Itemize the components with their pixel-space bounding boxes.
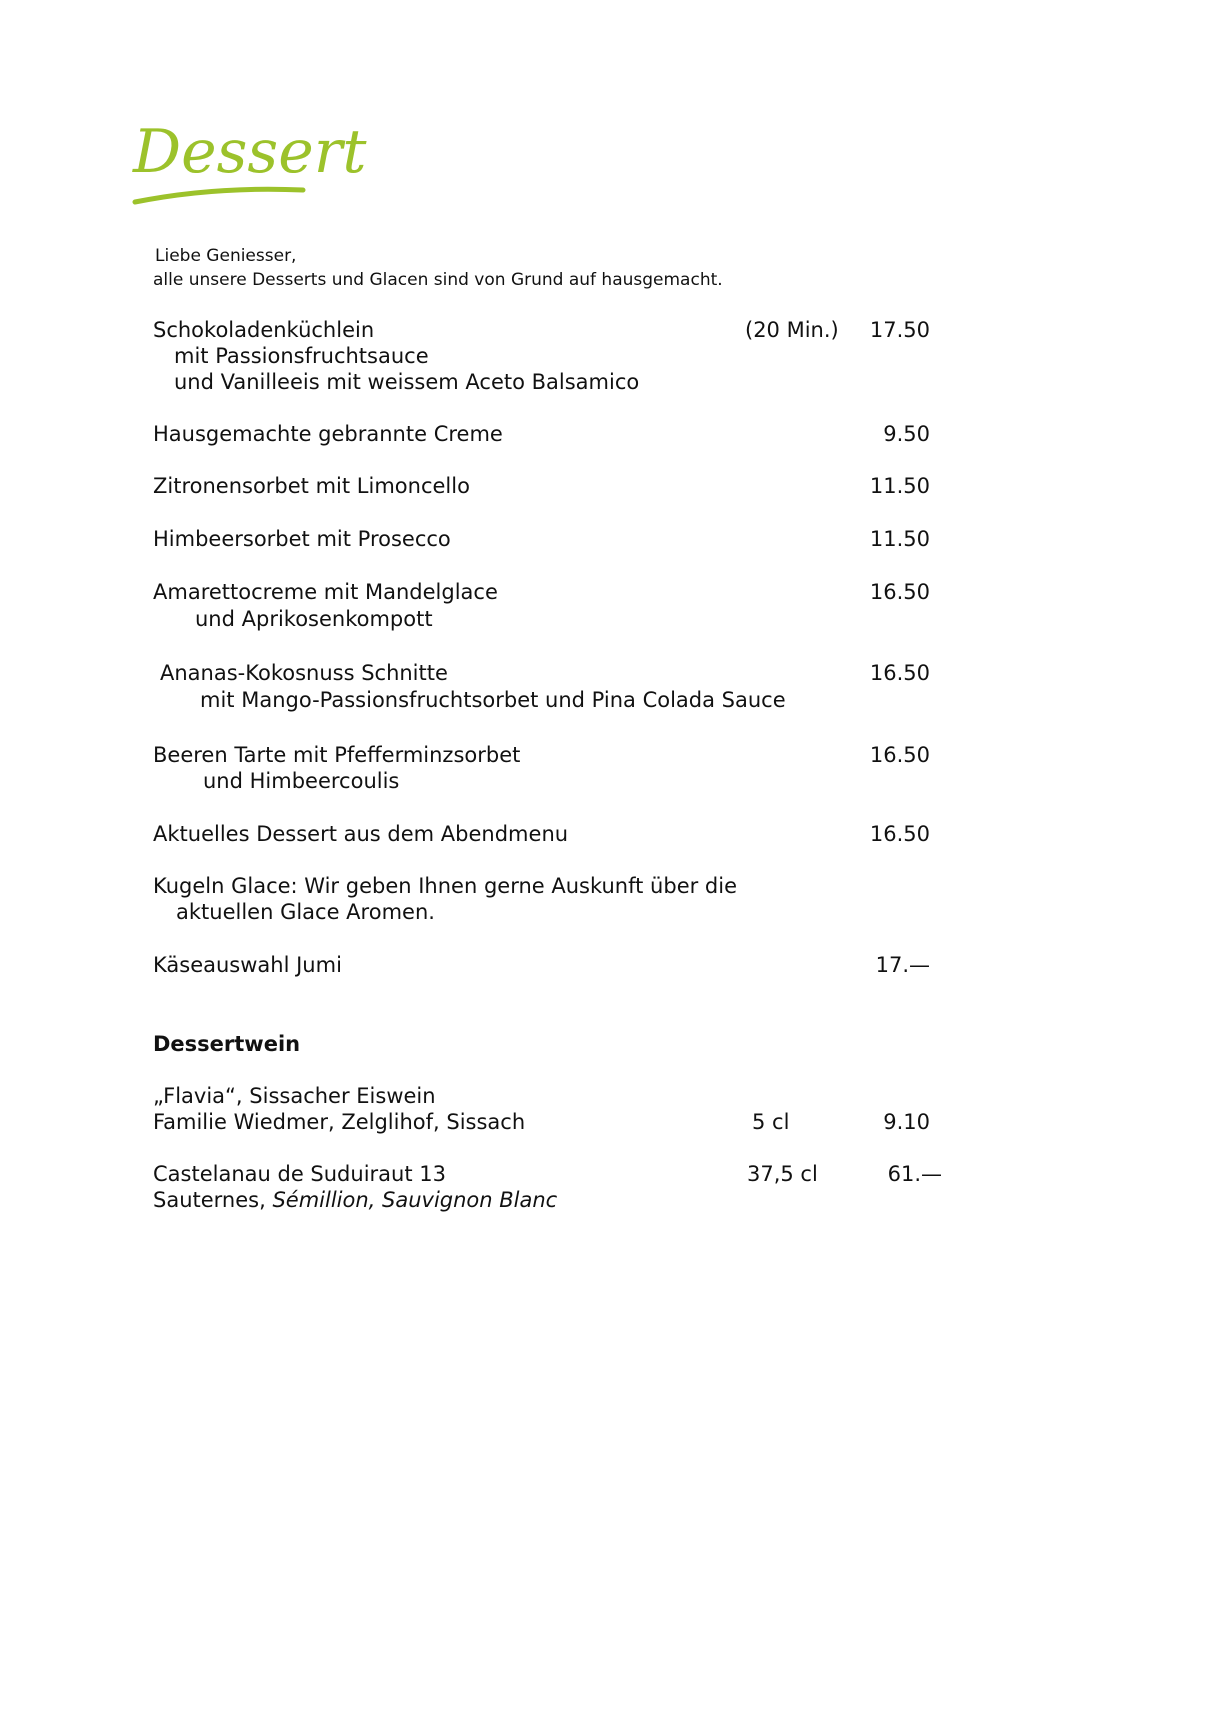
item-name: Schokoladenküchlein: [153, 318, 375, 342]
wine-grapes: Sémillion, Sauvignon Blanc: [272, 1188, 558, 1212]
item-name: Beeren Tarte mit Pfefferminzsorbet: [153, 743, 521, 767]
item-name: Kugeln Glace: Wir geben Ihnen gerne Auskunft über die: [153, 874, 738, 898]
item-desc: und Vanilleeis mit weissem Aceto Balsamico: [174, 370, 640, 394]
item-name: Zitronensorbet mit Limoncello: [153, 474, 470, 498]
item-price: 9.50: [883, 422, 930, 446]
item-name: Ananas-Kokosnuss Schnitte: [160, 661, 448, 685]
item-name: Aktuelles Dessert aus dem Abendmenu: [153, 822, 569, 846]
section-title-dessertwein: Dessertwein: [153, 1032, 301, 1056]
item-price: 16.50: [869, 822, 930, 846]
logo-swoosh: [135, 189, 303, 202]
item-desc: und Himbeercoulis: [203, 769, 400, 793]
item-desc: aktuellen Glace Aromen.: [176, 900, 435, 924]
item-desc: mit Passionsfruchtsauce: [174, 344, 429, 368]
item-name: Hausgemachte gebrannte Creme: [153, 422, 503, 446]
logo-text: Dessert: [133, 117, 367, 187]
wine-name: „Flavia“, Sissacher Eiswein: [153, 1084, 436, 1108]
item-name: Käseauswahl Jumi: [153, 953, 342, 977]
intro-greeting: Liebe Geniesser,: [155, 246, 297, 266]
item-price: 17.50: [869, 318, 930, 342]
wine-origin: Sauternes,: [153, 1188, 266, 1212]
item-note: (20 Min.): [745, 318, 839, 342]
wine-producer: Familie Wiedmer, Zelglihof, Sissach: [153, 1110, 526, 1134]
item-price: 11.50: [869, 474, 930, 498]
intro-text: alle unsere Desserts und Glacen sind von Grund auf hausgemacht.: [153, 270, 723, 290]
item-desc: und Aprikosenkompott: [195, 607, 433, 631]
item-desc: mit Mango-Passionsfruchtsorbet und Pina Colada Sauce: [200, 688, 786, 712]
item-price: 17.—: [875, 953, 930, 977]
item-price: 16.50: [869, 743, 930, 767]
item-name: Amarettocreme mit Mandelglace: [153, 580, 498, 604]
wine-price: 9.10: [883, 1110, 930, 1134]
item-price: 16.50: [869, 661, 930, 685]
dessert-logo: [125, 110, 367, 220]
wine-name: Castelanau de Suduiraut 13: [153, 1162, 446, 1186]
item-price: 16.50: [869, 580, 930, 604]
wine-origin-line: [153, 1186, 557, 1214]
wine-volume: 37,5 cl: [747, 1162, 818, 1186]
item-name: Himbeersorbet mit Prosecco: [153, 527, 451, 551]
wine-price: 61.—: [887, 1162, 942, 1186]
item-price: 11.50: [869, 527, 930, 551]
wine-volume: 5 cl: [752, 1110, 790, 1134]
